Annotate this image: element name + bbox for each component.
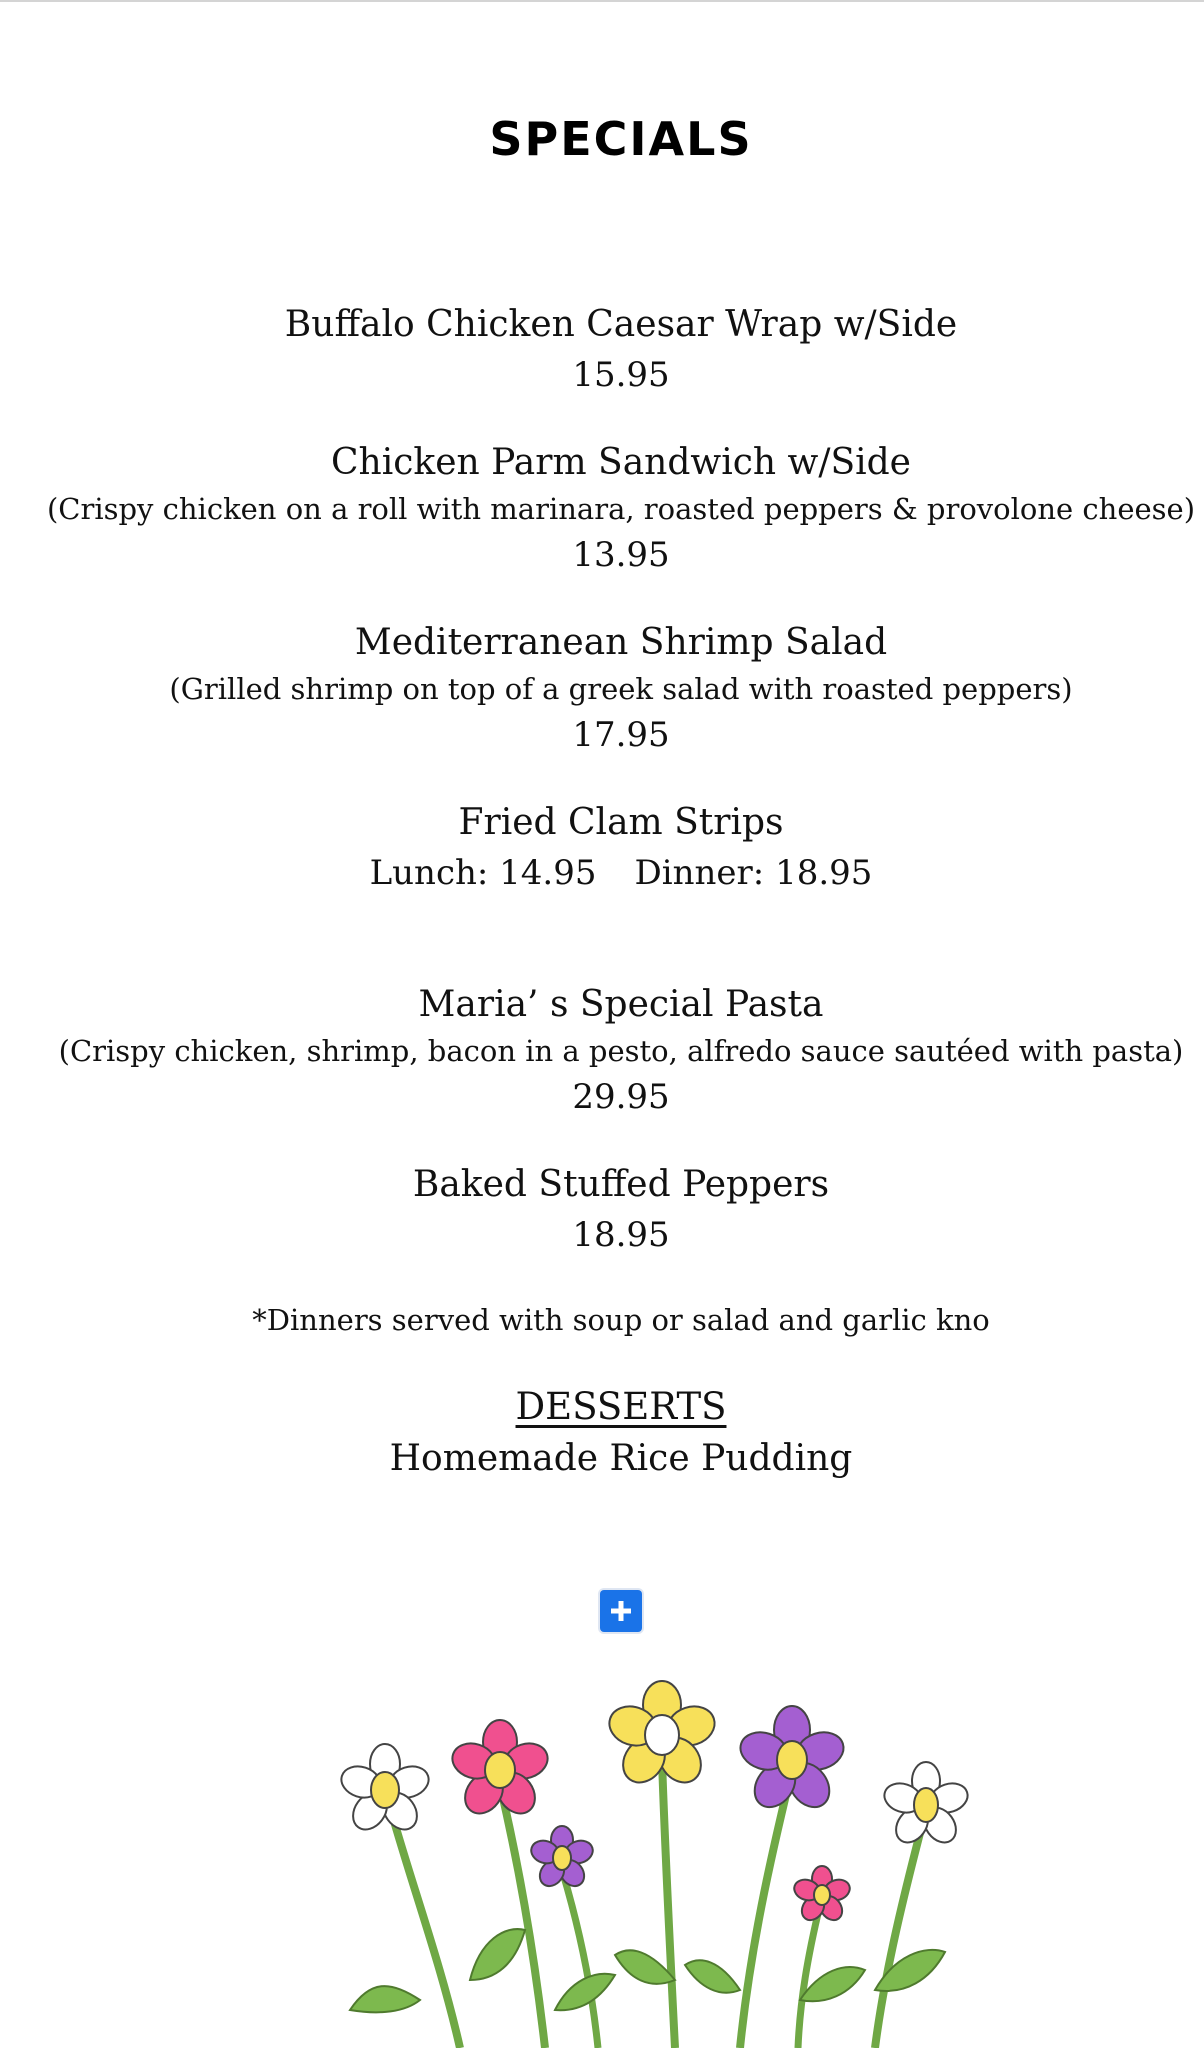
item-price-row [0,848,1204,898]
plus-icon [608,1598,634,1624]
item-description: (Grilled shrimp on top of a greek salad with roasted peppers) [169,672,1073,706]
top-divider [0,0,1204,2]
menu-item [0,300,1204,400]
dinner-price: Dinner: 18.95 [634,853,873,893]
lunch-price: Lunch: 14.95 [369,853,597,893]
item-price: 13.95 [572,535,670,575]
item-name: Maria’ s Special Pasta [418,984,824,1025]
item-price: 18.95 [572,1215,670,1255]
item-price: 17.95 [572,715,670,755]
desserts-heading: DESSERTS [515,1385,727,1428]
flowers-illustration [330,1680,970,2048]
item-name: Chicken Parm Sandwich w/Side [331,442,911,483]
menu-item [0,798,1204,898]
item-description: (Crispy chicken on a roll with marinara, roasted peppers & provolone cheese) [46,492,1196,526]
dessert-item: Homemade Rice Pudding [389,1438,853,1479]
item-name: Baked Stuffed Peppers [412,1164,830,1205]
menu-item [0,980,1204,1122]
page-title: SPECIALS [489,112,753,166]
item-price: 29.95 [572,1077,670,1117]
item-name: Mediterranean Shrimp Salad [354,622,888,663]
item-description: (Crispy chicken, shrimp, bacon in a pesto, alfredo sauce sautéed with pasta) [58,1034,1184,1068]
menu-item [0,618,1204,760]
dinner-note: *Dinners served with soup or salad and garlic kno [252,1303,990,1337]
item-price: 15.95 [572,355,670,395]
specials-menu [0,300,1204,1486]
menu-item [0,1160,1204,1260]
menu-item [0,438,1204,580]
item-name: Buffalo Chicken Caesar Wrap w/Side [284,304,958,345]
item-name: Fried Clam Strips [458,802,784,843]
add-button[interactable] [600,1590,642,1632]
